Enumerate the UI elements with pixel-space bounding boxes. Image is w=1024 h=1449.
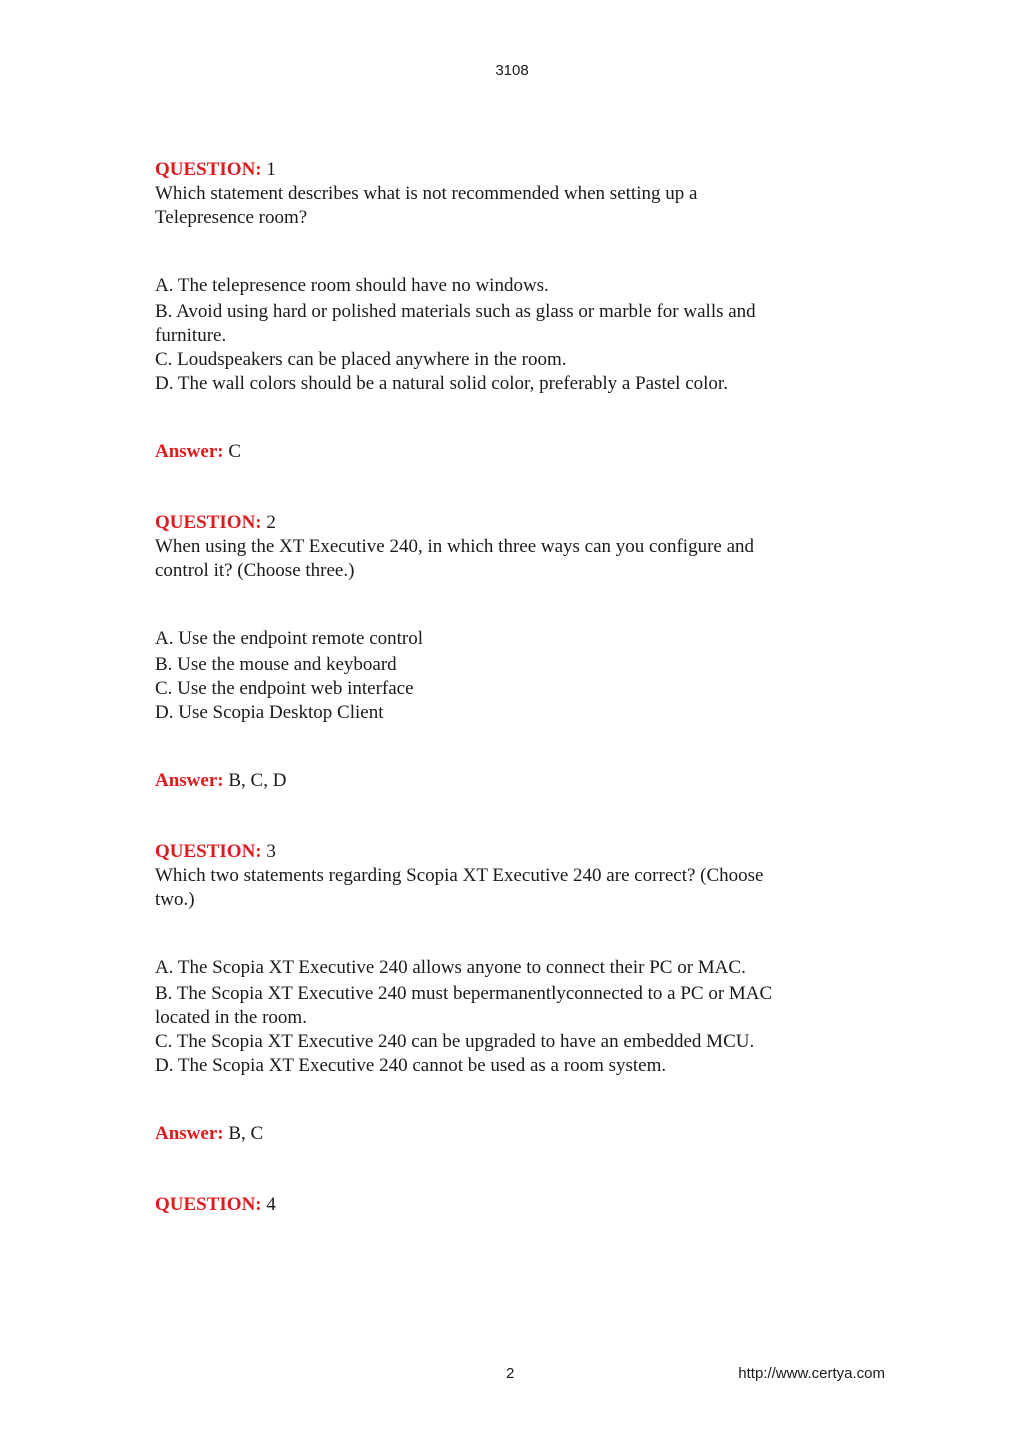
document-body	[155, 158, 855, 1264]
option-a: A. The telepresence room should have no windows.	[155, 275, 549, 296]
question-text	[155, 182, 855, 230]
option-d: D. Use Scopia Desktop Client	[155, 702, 384, 723]
question-number: 2	[266, 512, 276, 533]
question-heading	[155, 1193, 855, 1217]
question-block-3	[155, 840, 855, 1146]
answer-line	[155, 440, 855, 464]
question-text-line: When using the XT Executive 240, in which three ways can you configure and	[155, 536, 755, 557]
option-b: B. Avoid using hard or polished materials such as glass or marble for walls and	[155, 301, 756, 322]
question-number: 3	[266, 841, 276, 862]
footer-url-link[interactable]: http://www.certya.com	[738, 1365, 885, 1382]
answer-value: B, C	[228, 1123, 264, 1144]
question-text	[155, 535, 855, 583]
option-a: A. Use the endpoint remote control	[155, 628, 424, 649]
question-label: QUESTION:	[155, 512, 262, 533]
option-b: B. Use the mouse and keyboard	[155, 654, 397, 675]
answer-line	[155, 769, 855, 793]
answer-value: B, C, D	[228, 770, 287, 791]
question-number: 4	[266, 1194, 276, 1215]
option-b-continued: furniture.	[155, 325, 227, 346]
option-a: A. The Scopia XT Executive 240 allows anyone to connect their PC or MAC.	[155, 957, 746, 978]
answer-label: Answer:	[155, 441, 224, 462]
question-block-1	[155, 158, 855, 464]
question-text-line: Which statement describes what is not recommended when setting up a	[155, 183, 698, 204]
question-heading	[155, 840, 855, 864]
answer-options	[155, 956, 855, 1078]
question-heading	[155, 158, 855, 182]
answer-value: C	[228, 441, 242, 462]
option-b-continued: located in the room.	[155, 1007, 307, 1028]
option-c: C. Use the endpoint web interface	[155, 678, 414, 699]
option-c: C. Loudspeakers can be placed anywhere in the room.	[155, 349, 567, 370]
answer-options	[155, 627, 855, 725]
answer-line	[155, 1122, 855, 1146]
question-block-4	[155, 1193, 855, 1217]
option-b: B. The Scopia XT Executive 240 must bepermanentlyconnected to a PC or MAC	[155, 983, 773, 1004]
answer-options	[155, 274, 855, 396]
option-d: D. The wall colors should be a natural solid color, preferably a Pastel color.	[155, 373, 728, 394]
footer-page-number: 2	[506, 1365, 515, 1382]
question-text-line: Telepresence room?	[155, 207, 308, 228]
answer-label: Answer:	[155, 770, 224, 791]
question-text-line: control it? (Choose three.)	[155, 560, 355, 581]
question-text-line: Which two statements regarding Scopia XT Executive 240 are correct? (Choose	[155, 865, 764, 886]
question-label: QUESTION:	[155, 1194, 262, 1215]
page-header-code: 3108	[495, 62, 529, 79]
question-heading	[155, 511, 855, 535]
option-d: D. The Scopia XT Executive 240 cannot be used as a room system.	[155, 1055, 667, 1076]
question-block-2	[155, 511, 855, 793]
question-label: QUESTION:	[155, 159, 262, 180]
question-label: QUESTION:	[155, 841, 262, 862]
question-text	[155, 864, 855, 912]
question-number: 1	[266, 159, 276, 180]
option-c: C. The Scopia XT Executive 240 can be upgraded to have an embedded MCU.	[155, 1031, 755, 1052]
answer-label: Answer:	[155, 1123, 224, 1144]
question-text-line: two.)	[155, 889, 195, 910]
